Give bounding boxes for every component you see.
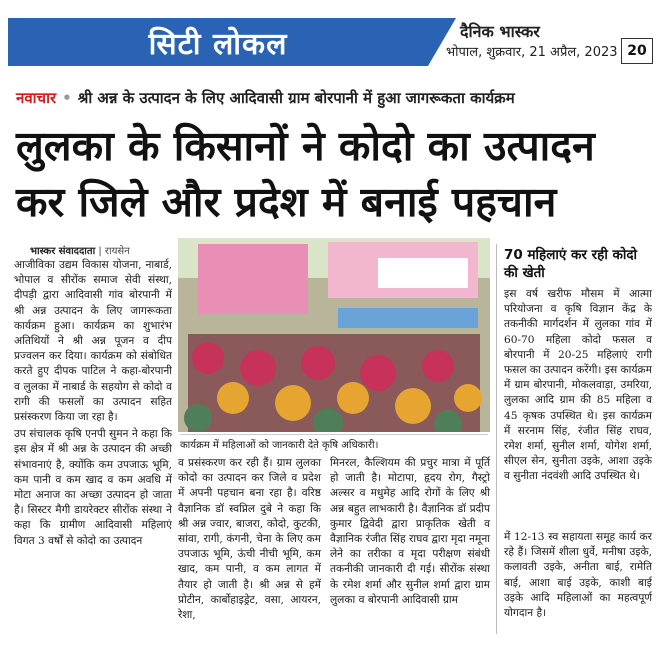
paragraph: मिनरल, कैल्शियम की प्रचुर मात्रा में पूर्ति हो जाती है। मोटापा, हृदय रोग, गैस्ट्रो अल्सर व मधुमेह आदि रोगों के लिए श्री अन्न बहुत लाभकारी है। वैज्ञानिक डॉ प्रदीप कुमार द्विवेदी द्वारा प्राकृतिक खेती व वैज्ञानिक रंजीत सिंह राघव द्वारा मृदा नमूना लेने का तरीका व मृदा परीक्षण संबंधी तकनीकी जानकारी दी गई। सीरोंक संस्था के रमेश शर्मा और सुनील शर्मा द्वारा ग्राम लुलका व बोरपानी आदिवासी ग्राम [330,457,490,606]
side-story-heading: 70 महिलाएं कर रही कोदो की खेती [504,247,638,281]
dateline: भोपाल, शुक्रवार, 21 अप्रैल, 2023 [446,45,618,60]
kicker [16,88,646,108]
event-photo [178,238,490,432]
event-photo-illustration [178,238,490,432]
byline-location: रायसेन [104,246,130,257]
article-column-1 [14,258,172,638]
headline: लुलका के किसानों ने कोदो का उत्पादन कर जिले और प्रदेश में बनाई पहचान [16,122,595,226]
byline: भास्कर संवाददाता | रायसेन [30,246,130,257]
page-number: 20 [621,38,653,64]
kicker-text: श्री अन्न के उत्पादन के लिए आदिवासी ग्राम बोरपानी में हुआ जागरूकता कार्यक्रम [77,89,515,107]
article-column-2 [178,456,321,625]
newspaper-brand: दैनिक भास्कर [460,22,540,41]
byline-author: भास्कर संवाददाता [30,246,96,257]
paragraph: में 12-13 स्व सहायता समूह कार्य कर रहे हैं। जिसमें शीला धुर्वे, मनीषा उइके, कलावती उइके, अनीता बाई, रामेति बाई, आशा बाई उइके, काशी बाई उइके आदि महिलाओं का महत्वपूर्ण योगदान है। [504,531,652,620]
section-title: सिटी लोकल [148,26,288,62]
article-column-3 [330,456,490,610]
kicker-tag: नवाचार [16,89,57,107]
paragraph: उप संचालक कृषि एनपी सुमन ने कहा कि इस क्षेत्र में श्री अन्न के उत्पादन की अच्छी संभावनाएं है, क्योंकि कम उपजाऊ भूमि, कम पानी व कम खाद व कम अवधि में मोटा अनाज का अच्छा उत्पादन हो जाता है। सिस्टर मैगी डायरेक्टर सीरोंक संस्था ने कहा कि ग्रामीण आदिवासी महिलाएं विगत 3 वर्षों से कोदो का उत्पादन [14,428,172,547]
paragraph: व प्रसंस्करण कर रही हैं। ग्राम लुलका कोदो का उत्पादन कर जिले व प्रदेश में अपनी पहचान बना रहा है। वरिष्ठ वैज्ञानिक डॉ स्वप्निल दुबे ने कहा कि श्री अन्न ज्वार, बाजरा, कोदो, कुटकी, सांवा, रागी, कंगनी, चेना के लिए कम उपजाऊ भूमि, ऊंची नीची भूमि, कम खाद, कम पानी, व कम लागत में तैयार हो जाती है। श्री अन्न से हमें प्रोटीन, कार्बोहाइड्रेट, वसा, आयरन, रेशा, [178,457,321,622]
side-story-body [504,287,652,487]
masthead [8,18,653,66]
kicker-separator: • [62,89,72,107]
section-banner [8,18,428,66]
side-story-continuation [504,530,652,623]
paragraph: इस वर्ष खरीफ मौसम में आत्मा परियोजना व कृषि विज्ञान केंद्र के तकनीकी मार्गदर्शन में लुलका गांव में 60-70 महिला कोदो फसल व बोरपानी में 20-25 महिलाएं रागी फसल का उत्पादन करेंगी। इस कार्यक्रम में ग्राम बोरपानी, मोकलवाड़ा, उमरिया, लुलका आदि ग्राम की 85 महिला व 45 कृषक उपस्थित थे। इस कार्यक्रम में सरनाम सिंह, रंजीत सिंह राघव, रमेश शर्मा, सुनील शर्मा, योगेश शर्मा, सीएल सेन, सुनीता उइके, आशा उइके व सुनीता नंदवंशी आदि उपस्थित थे। [504,288,652,483]
column-divider [496,244,497,634]
photo-caption: कार्यक्रम में महिलाओं को जानकारी देते कृषि अधिकारी। [180,434,488,451]
paragraph: आजीविका उद्यम विकास योजना, नाबार्ड, भोपाल व सीरोंक समाज सेवी संस्था, दीपड़ी द्वारा आदिवासी गांव बोरपानी में श्री अन्न उत्पादन के लिए जागरूकता कार्यक्रम हुआ। कार्यक्रम का शुभारंभ अतिथियों ने श्री अन्न पूजन व दीप प्रज्वलन कर दिया। कार्यक्रम को संबोधित करते हुए दीपक पाटिल ने कहा-बोरपानी व लुलका में नाबार्ड के सहयोग से कोदो व रागी की फसलों का उत्पादन सहित प्रसंस्करण किया जा रहा है। [14,259,172,424]
